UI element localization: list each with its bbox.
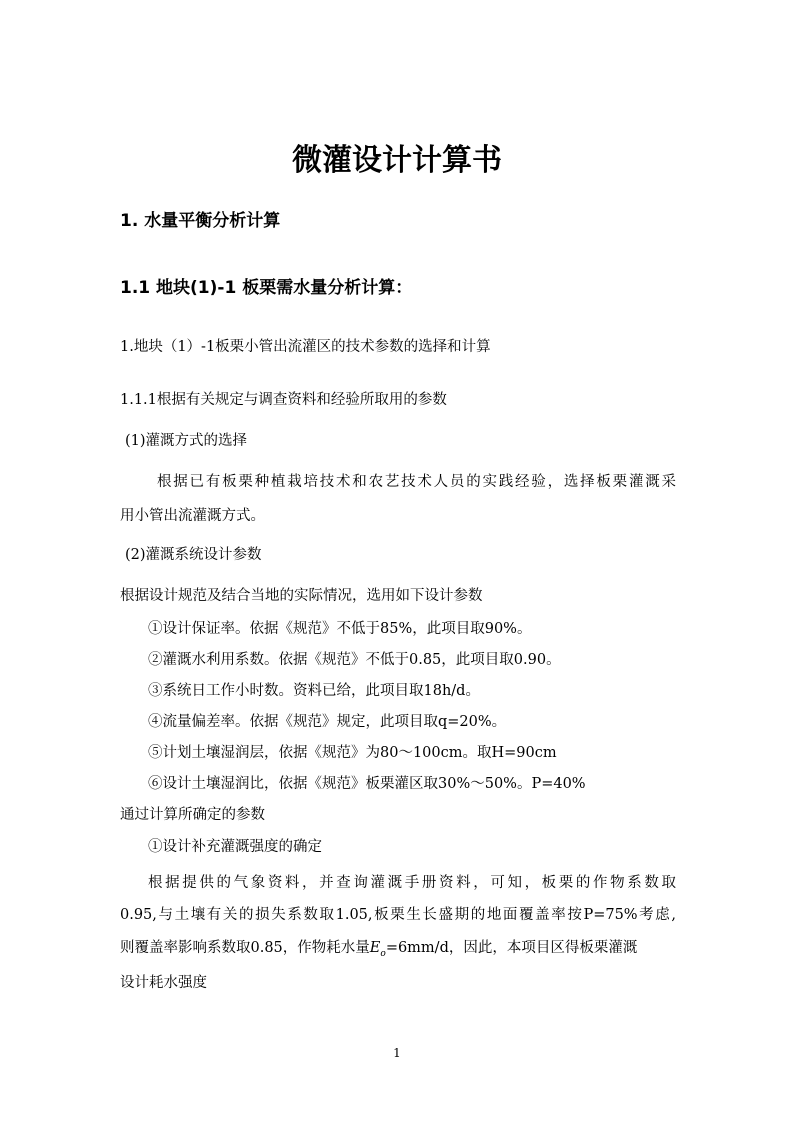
subheading-design-params: (2)灌溉系统设计参数 — [125, 547, 262, 563]
calc-text-line1: 根据提供的气象资料，并查询灌溉手册资料，可知，板栗的作物系数取 — [148, 875, 676, 891]
param-item: ③系统日工作小时数。资料已给，此项目取18h/d。 — [148, 683, 480, 699]
param-item: ⑥设计土壤湿润比，依据《规范》板栗灌区取30%～50%。P=40% — [148, 776, 586, 792]
param-item: ④流量偏差率。依据《规范》规定，此项目取q=20%。 — [148, 714, 507, 730]
paragraph-1: 1.地块（1）-1板栗小管出流灌区的技术参数的选择和计算 — [120, 339, 491, 355]
section-heading-1-1: 1.1 地块(1)-1 板栗需水量分析计算： — [120, 278, 413, 298]
calc-text-line3 — [120, 939, 637, 963]
paragraph-1-1-1: 1.1.1根据有关规定与调查资料和经验所取用的参数 — [120, 392, 447, 408]
param-item: ⑤计划土壤湿润层，依据《规范》为80～100cm。取H=90cm — [148, 745, 557, 761]
calc-text-line4: 设计耗水强度 — [120, 975, 207, 991]
section-heading-1: 1. 水量平衡分析计算 — [120, 211, 281, 231]
irrigation-method-text-line2: 用小管出流灌溉方式。 — [120, 508, 265, 524]
calc-intro: 通过计算所确定的参数 — [120, 807, 265, 823]
evapotranspiration-symbol: $E_o$ — [369, 940, 386, 959]
calc-item-heading: ①设计补充灌溉强度的确定 — [148, 839, 322, 855]
param-item: ①设计保证率。依据《规范》不低于85%，此项目取90%。 — [148, 621, 532, 637]
subheading-irrigation-method: (1)灌溉方式的选择 — [125, 433, 248, 449]
page-number: 1 — [393, 1046, 401, 1060]
document-title: 微灌设计计算书 — [292, 143, 502, 178]
design-params-intro: 根据设计规范及结合当地的实际情况，选用如下设计参数 — [120, 588, 483, 604]
irrigation-method-text-line1: 根据已有板栗种植栽培技术和农艺技术人员的实践经验，选择板栗灌溉采 — [157, 474, 676, 490]
calc-text-line3-start: 则覆盖率影响系数取0.85，作物耗水量 — [120, 940, 370, 956]
calc-text-line2: 0.95,与土壤有关的损失系数取1.05,板栗生长盛期的地面覆盖率按P=75%考虑, — [120, 907, 676, 923]
calc-text-line3-end: =6mm/d，因此，本项目区得板栗灌溉 — [385, 940, 638, 956]
param-item: ②灌溉水利用系数。依据《规范》不低于0.85，此项目取0.90。 — [148, 652, 561, 668]
